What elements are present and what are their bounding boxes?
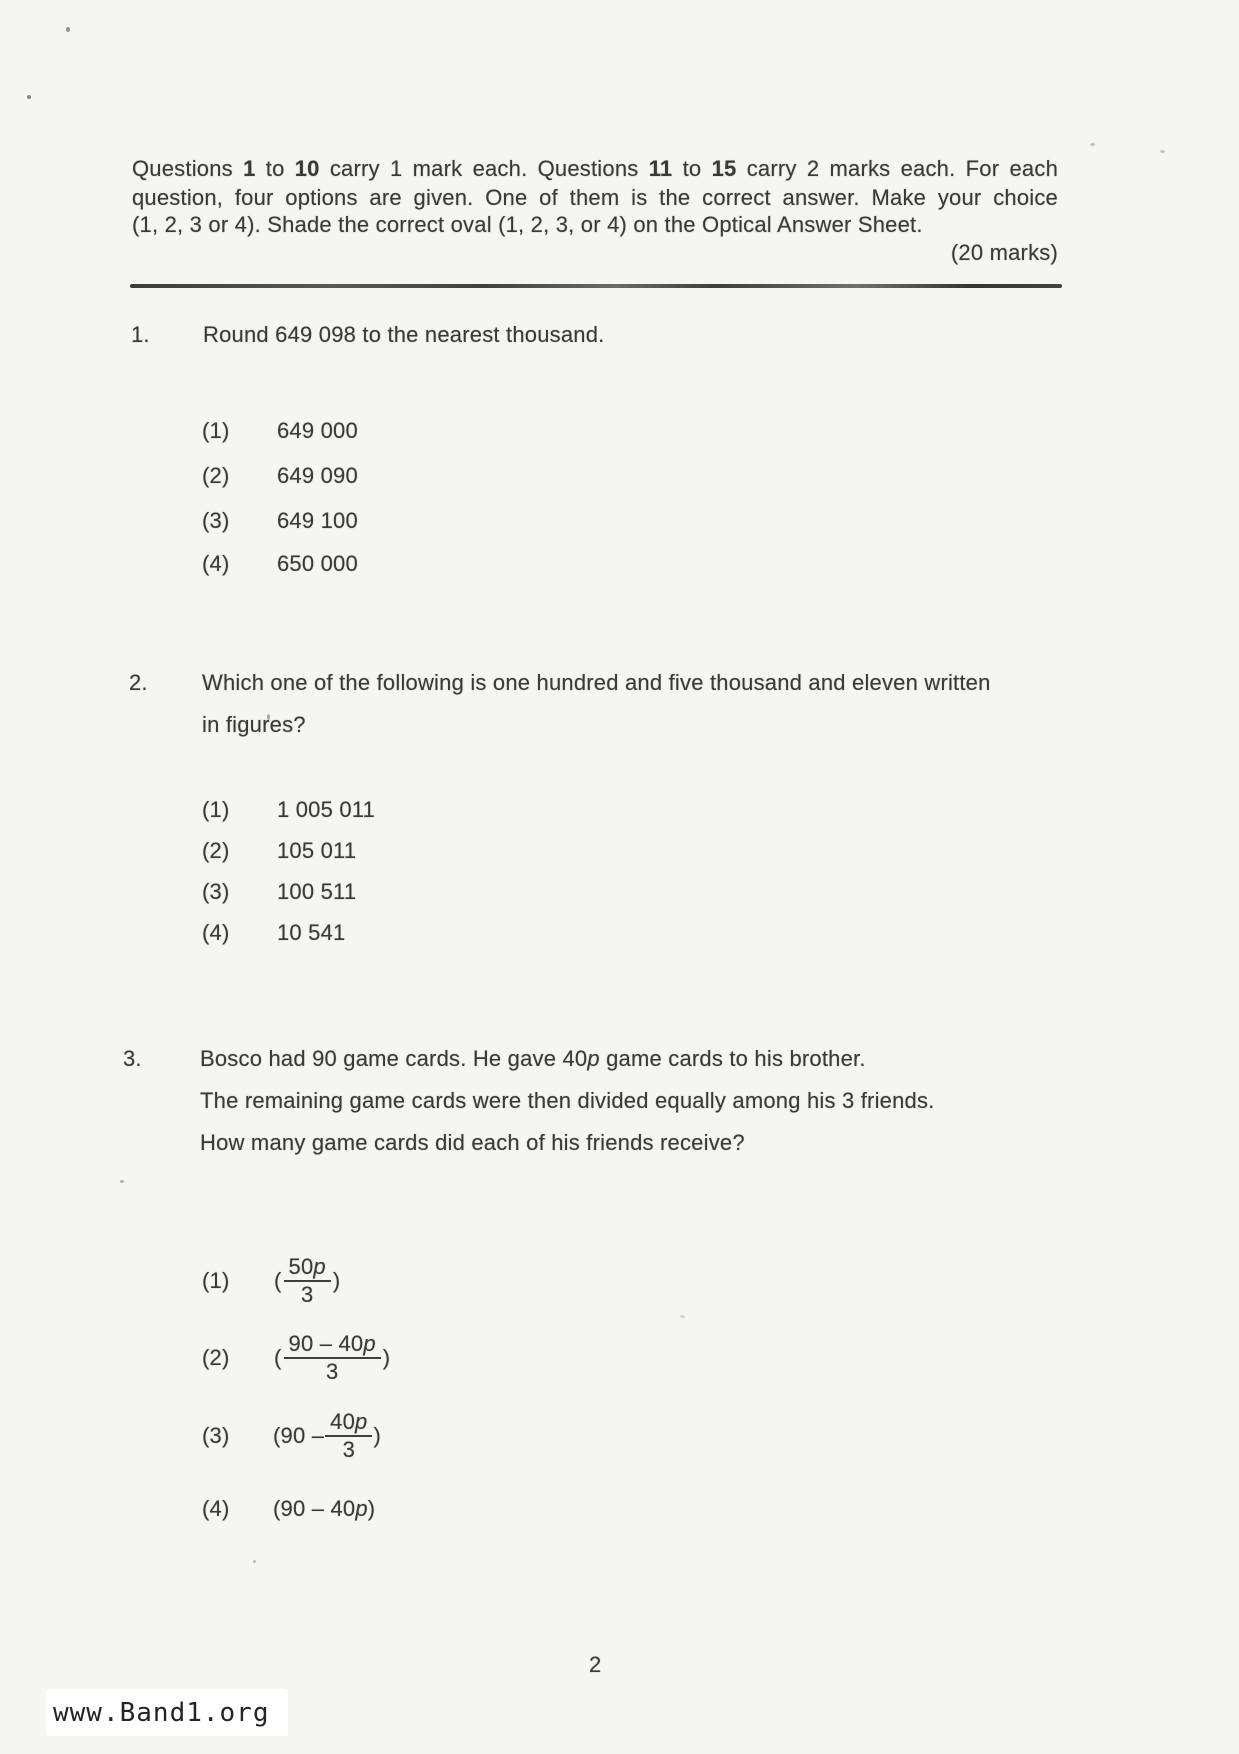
open-paren: ( bbox=[274, 1345, 282, 1370]
question-2-text-line-1: Which one of the following is one hundred and five thousand and eleven written bbox=[202, 670, 991, 695]
expression-prefix: (90 – bbox=[273, 1423, 325, 1448]
option-value: 100 511 bbox=[277, 879, 357, 904]
close-paren: ) bbox=[332, 1268, 341, 1293]
question-3-text-line-3: How many game cards did each of his friends receive? bbox=[200, 1130, 745, 1155]
fraction-denominator: 3 bbox=[342, 1437, 356, 1462]
option-label: (2) bbox=[202, 1345, 230, 1370]
option-label: (1) bbox=[202, 418, 230, 443]
question-3-text-line-1: Bosco had 90 game cards. He gave 40p game cards to his brother. bbox=[200, 1046, 866, 1071]
option-value: 649 090 bbox=[277, 463, 358, 488]
option-label: (2) bbox=[202, 838, 230, 863]
option-value: 1 005 011 bbox=[277, 797, 376, 822]
fraction bbox=[284, 1333, 381, 1383]
option-label: (3) bbox=[202, 508, 230, 533]
page-number: 2 bbox=[589, 1652, 602, 1677]
watermark-text: www.Band1.org bbox=[53, 1697, 270, 1728]
watermark bbox=[46, 1689, 288, 1736]
scan-speck bbox=[66, 27, 70, 32]
instructions-line-3: (1, 2, 3 or 4). Shade the correct oval (1, 2, 3, or 4) on the Optical Answer Sheet. bbox=[132, 212, 923, 237]
question-2-option-4 bbox=[202, 920, 346, 946]
option-value: (90 – 40p) bbox=[273, 1496, 376, 1521]
question-3-number: 3. bbox=[123, 1046, 142, 1071]
question-1-number: 1. bbox=[131, 322, 150, 347]
section-divider-line bbox=[130, 284, 1062, 288]
question-3-option-2 bbox=[202, 1329, 391, 1387]
option-value: 649 000 bbox=[277, 418, 358, 443]
question-1-option-3 bbox=[202, 508, 358, 534]
option-label: (3) bbox=[202, 879, 230, 904]
question-2-option-3 bbox=[202, 879, 356, 905]
scan-speck bbox=[120, 1180, 124, 1183]
option-label: (4) bbox=[202, 1496, 230, 1521]
option-value: 10 541 bbox=[277, 920, 346, 945]
option-expression bbox=[273, 1256, 341, 1306]
total-marks-label: (20 marks) bbox=[950, 240, 1058, 265]
question-3-option-3 bbox=[202, 1407, 381, 1465]
expression-suffix: ) bbox=[373, 1423, 381, 1448]
scan-speck bbox=[1090, 143, 1095, 146]
question-2-option-1 bbox=[202, 797, 375, 823]
open-paren: ( bbox=[274, 1268, 282, 1293]
option-label: (1) bbox=[202, 797, 230, 822]
fraction bbox=[284, 1256, 331, 1306]
option-label: (4) bbox=[202, 551, 230, 576]
option-value: 649 100 bbox=[277, 508, 358, 533]
question-2-text-line-2: in figures? bbox=[202, 712, 306, 737]
question-3-text-line-2: The remaining game cards were then divided equally among his 3 friends. bbox=[200, 1088, 935, 1113]
instructions-line-2: question, four options are given. One of them is the correct answer. Make your choice bbox=[132, 185, 1058, 210]
scan-speck bbox=[680, 1315, 685, 1318]
question-1-option-2 bbox=[202, 463, 358, 489]
option-label: (1) bbox=[202, 1268, 230, 1293]
question-1-option-1 bbox=[202, 418, 358, 444]
option-label: (4) bbox=[202, 920, 230, 945]
question-2-option-2 bbox=[202, 838, 356, 864]
question-3-option-1 bbox=[202, 1252, 341, 1310]
option-label: (2) bbox=[202, 463, 230, 488]
scan-speck bbox=[27, 95, 31, 99]
instructions-line-1: Questions 1 to 10 carry 1 mark each. Questions 11 to 15 carry 2 marks each. For each bbox=[132, 156, 1058, 181]
fraction-numerator: 90 – 40p bbox=[284, 1333, 381, 1359]
option-value: 105 011 bbox=[277, 838, 357, 863]
fraction bbox=[325, 1411, 372, 1461]
scan-speck bbox=[1160, 150, 1165, 153]
question-2-number: 2. bbox=[129, 670, 148, 695]
scan-speck bbox=[253, 1560, 256, 1563]
question-1-option-4 bbox=[202, 551, 358, 577]
fraction-numerator: 40p bbox=[325, 1411, 372, 1437]
option-expression bbox=[273, 1411, 381, 1461]
option-label: (3) bbox=[202, 1423, 230, 1448]
option-expression bbox=[273, 1333, 391, 1383]
fraction-denominator: 3 bbox=[300, 1282, 314, 1307]
question-1-text: Round 649 098 to the nearest thousand. bbox=[203, 322, 605, 347]
close-paren: ) bbox=[382, 1345, 391, 1370]
question-3-option-4 bbox=[202, 1496, 375, 1522]
fraction-numerator: 50p bbox=[284, 1256, 331, 1282]
option-value: 650 000 bbox=[277, 551, 358, 576]
fraction-denominator: 3 bbox=[325, 1359, 339, 1384]
